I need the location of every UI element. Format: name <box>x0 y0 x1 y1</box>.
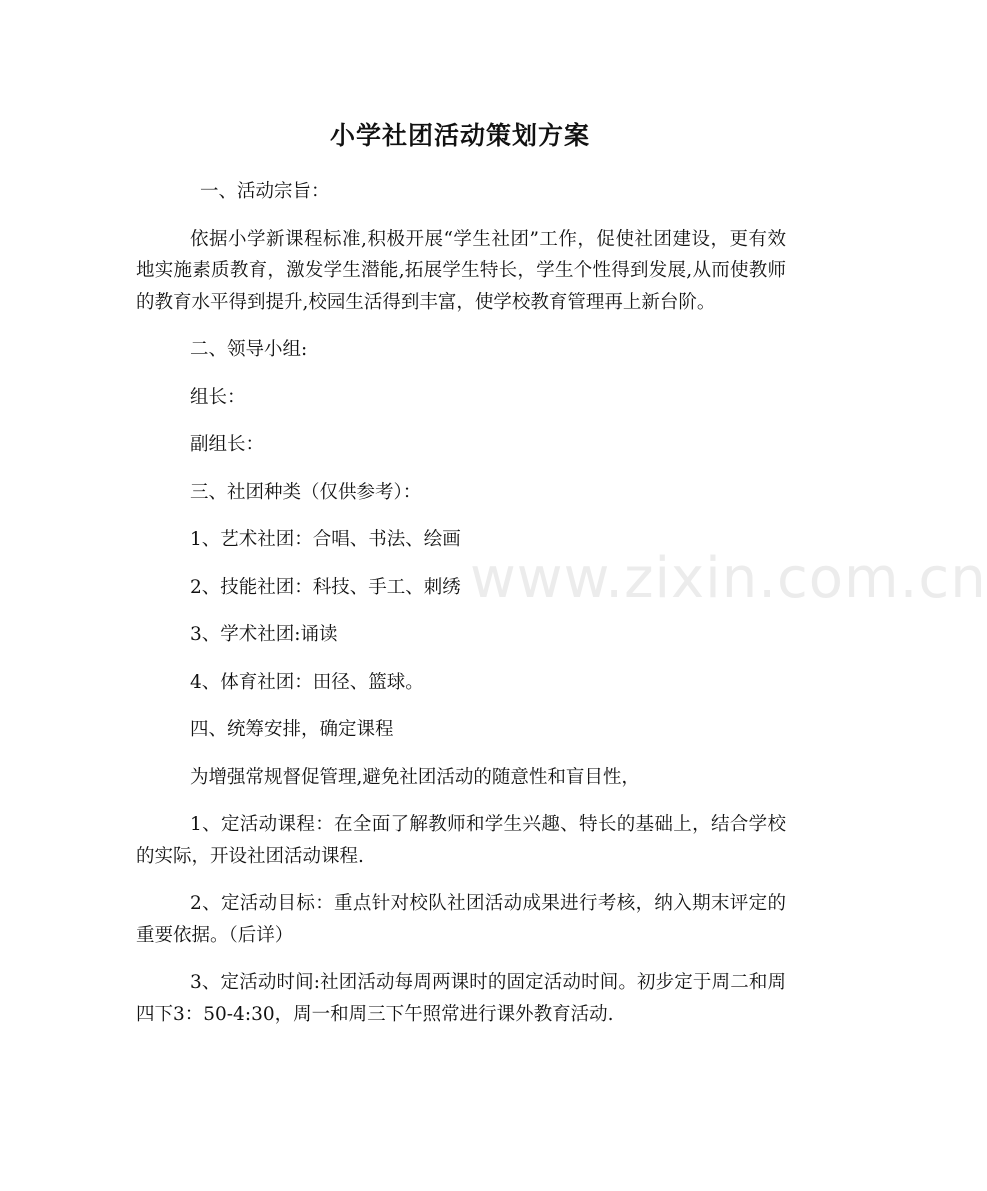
club-type-item: 1、艺术社团：合唱、书法、绘画 <box>190 529 461 550</box>
arrangement-item: 3、定活动时间:社团活动每周两课时的固定活动时间。初步定于周二和周四下3：50-4:30，周一和周三下午照常进行课外教育活动. <box>136 972 786 1025</box>
club-type-item: 3、学术社团:诵读 <box>190 624 338 645</box>
document-title: 小学社团活动策划方案 <box>329 121 590 150</box>
section-heading-arrangement: 四、统筹安排，确定课程 <box>190 719 394 740</box>
document-body <box>136 176 786 1046</box>
watermark: www.zixin.com.cn <box>470 546 987 611</box>
arrangement-item: 1、定活动课程：在全面了解教师和学生兴趣、特长的基础上，结合学校的实际，开设社团活动课程. <box>136 814 786 867</box>
club-type-item: 4、体育社团：田径、篮球。 <box>190 671 424 693</box>
section-heading-purpose: 一、活动宗旨： <box>200 181 330 202</box>
arrangement-item: 2、定活动目标：重点针对校队社团活动成果进行考核，纳入期末评定的重要依据。（后详） <box>136 893 786 946</box>
leader-line: 组长： <box>190 386 246 408</box>
section-heading-leadership: 二、领导小组: <box>190 339 308 360</box>
club-type-item: 2、技能社团：科技、手工、刺绣 <box>190 576 461 598</box>
section-heading-club-types: 三、社团种类（仅供参考）： <box>190 481 422 503</box>
paragraph-purpose: 依据小学新课程标准,积极开展“学生社团”工作，促使社团建设，更有效地实施素质教育，激发学生潜能,拓展学生特长，学生个性得到发展,从而使教师的教育水平得到提升,校园生活得到丰富，使学校教育管理再上新台阶。 <box>136 228 786 313</box>
deputy-leader-line: 副组长： <box>190 434 265 455</box>
paragraph-arrangement-intro: 为增强常规督促管理,避免社团活动的随意性和盲目性， <box>190 766 640 788</box>
